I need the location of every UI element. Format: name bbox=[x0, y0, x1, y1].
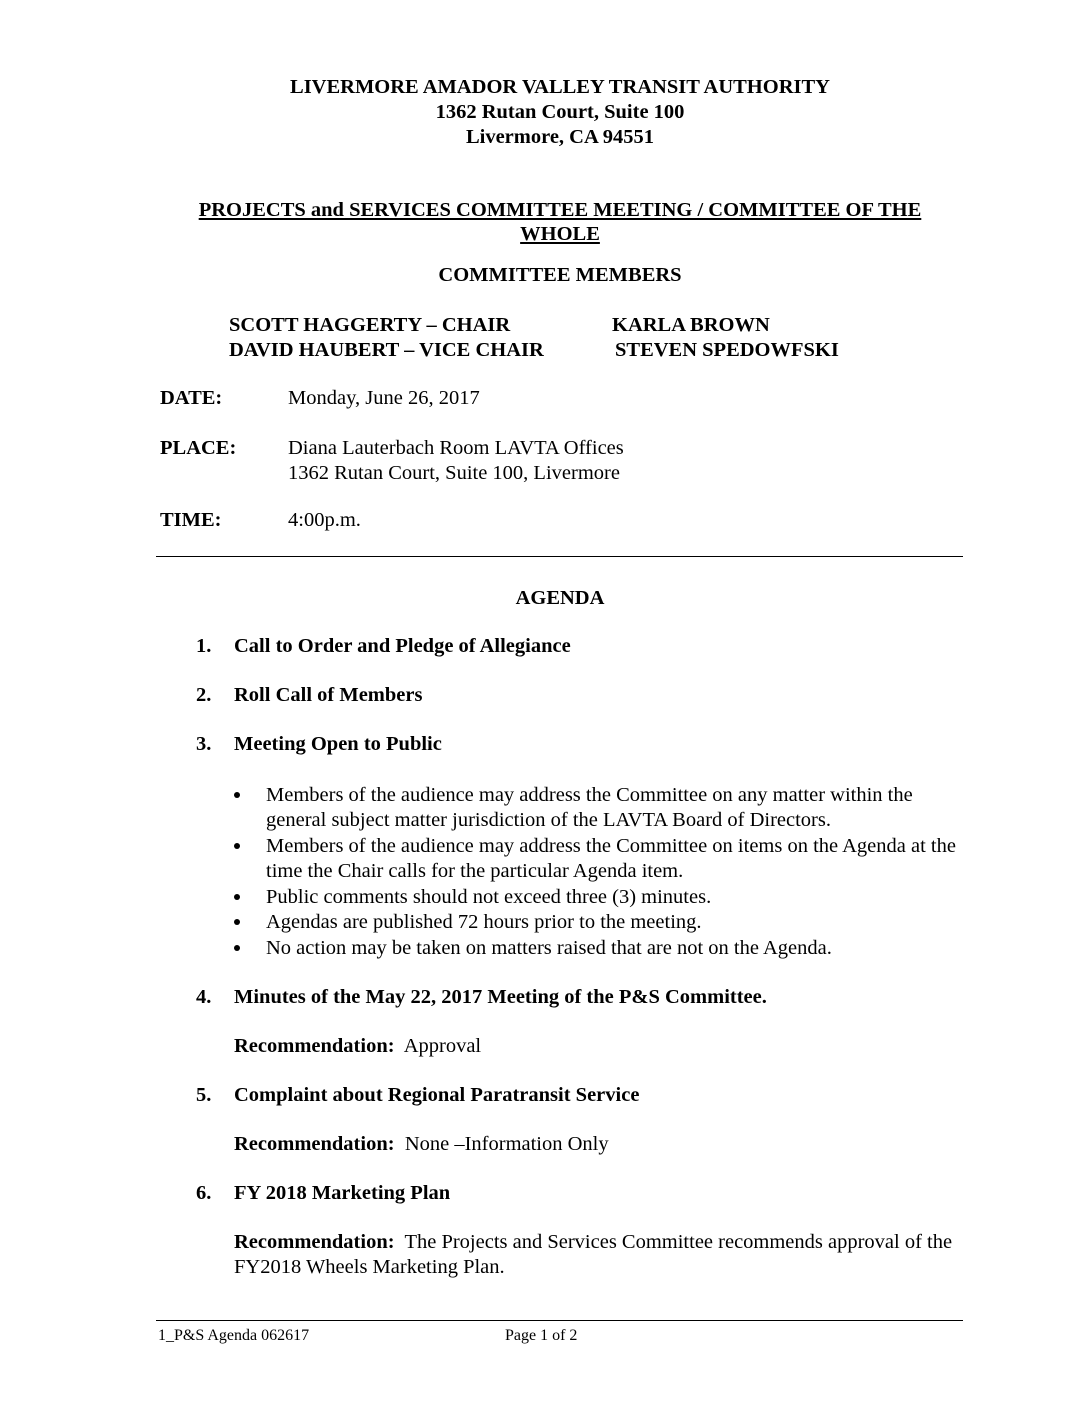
public-comment-rule: Public comments should not exceed three (3) minutes. bbox=[266, 886, 712, 908]
time-label: TIME: bbox=[160, 509, 222, 531]
date-value: Monday, June 26, 2017 bbox=[288, 387, 480, 409]
member-vice-chair: DAVID HAUBERT – VICE CHAIR bbox=[229, 339, 544, 361]
header-divider bbox=[156, 556, 963, 557]
agenda-item-title: Meeting Open to Public bbox=[234, 733, 442, 755]
place-line2: 1362 Rutan Court, Suite 100, Livermore bbox=[288, 462, 620, 484]
agenda-item-number: 5. bbox=[196, 1084, 212, 1106]
recommendation-label: Recommendation: bbox=[234, 1035, 395, 1057]
member-brown: KARLA BROWN bbox=[612, 314, 770, 336]
agenda-item-title: FY 2018 Marketing Plan bbox=[234, 1182, 451, 1204]
date-label: DATE: bbox=[160, 387, 223, 409]
agenda-item-title: Call to Order and Pledge of Allegiance bbox=[234, 635, 571, 657]
bullet-icon bbox=[232, 783, 242, 793]
recommendation-text: Approval bbox=[403, 1035, 482, 1057]
public-comment-rule: Members of the audience may address the Committee on items on the Agenda at the time the Chair calls for the particular Agenda item. bbox=[266, 835, 956, 882]
agenda-heading: AGENDA bbox=[515, 587, 605, 609]
footer-page-number: Page 1 of 2 bbox=[505, 1327, 578, 1344]
recommendation bbox=[234, 1034, 964, 1059]
org-address-line1: 1362 Rutan Court, Suite 100 bbox=[435, 101, 685, 123]
agenda-item-title: Complaint about Regional Paratransit Service bbox=[234, 1084, 640, 1106]
recommendation bbox=[234, 1230, 964, 1280]
agenda-item-number: 6. bbox=[196, 1182, 212, 1204]
agenda-item-title: Minutes of the May 22, 2017 Meeting of the P&S Committee. bbox=[234, 986, 767, 1008]
meeting-title-line1: PROJECTS and SERVICES COMMITTEE MEETING / COMMITTEE OF THE bbox=[198, 199, 922, 221]
place-label: PLACE: bbox=[160, 437, 237, 459]
time-value: 4:00p.m. bbox=[288, 509, 361, 531]
meeting-title-line2: WHOLE bbox=[520, 223, 600, 245]
recommendation-text: The Projects and Services Committee recommends approval of the FY2018 Wheels Marketing Plan. bbox=[234, 1231, 953, 1278]
recommendation bbox=[234, 1132, 964, 1157]
member-spedowfski: STEVEN SPEDOWFSKI bbox=[615, 339, 839, 361]
bullet-icon bbox=[232, 885, 242, 895]
org-name: LIVERMORE AMADOR VALLEY TRANSIT AUTHORITY bbox=[290, 76, 830, 98]
public-comment-rule: Members of the audience may address the Committee on any matter within the general subject matter jurisdiction of the LAVTA Board of Directors. bbox=[266, 784, 913, 831]
org-address-line2: Livermore, CA 94551 bbox=[465, 126, 655, 148]
agenda-item-number: 3. bbox=[196, 733, 212, 755]
public-comment-rule: Agendas are published 72 hours prior to the meeting. bbox=[266, 911, 702, 933]
public-comment-rule: No action may be taken on matters raised that are not on the Agenda. bbox=[266, 937, 832, 959]
agenda-item-title: Roll Call of Members bbox=[234, 684, 423, 706]
recommendation-label: Recommendation: bbox=[234, 1133, 395, 1155]
agenda-item-number: 1. bbox=[196, 635, 212, 657]
footer-divider bbox=[156, 1320, 963, 1321]
bullet-icon bbox=[232, 834, 242, 844]
agenda-item-number: 4. bbox=[196, 986, 212, 1008]
recommendation-text: None –Information Only bbox=[404, 1133, 609, 1155]
place-line1: Diana Lauterbach Room LAVTA Offices bbox=[288, 437, 624, 459]
member-chair: SCOTT HAGGERTY – CHAIR bbox=[229, 314, 511, 336]
committee-heading: COMMITTEE MEMBERS bbox=[438, 264, 682, 286]
agenda-item-number: 2. bbox=[196, 684, 212, 706]
footer-doc-id: 1_P&S Agenda 062617 bbox=[158, 1327, 310, 1344]
bullet-icon bbox=[232, 910, 242, 920]
recommendation-label: Recommendation: bbox=[234, 1231, 395, 1253]
bullet-icon bbox=[232, 936, 242, 946]
